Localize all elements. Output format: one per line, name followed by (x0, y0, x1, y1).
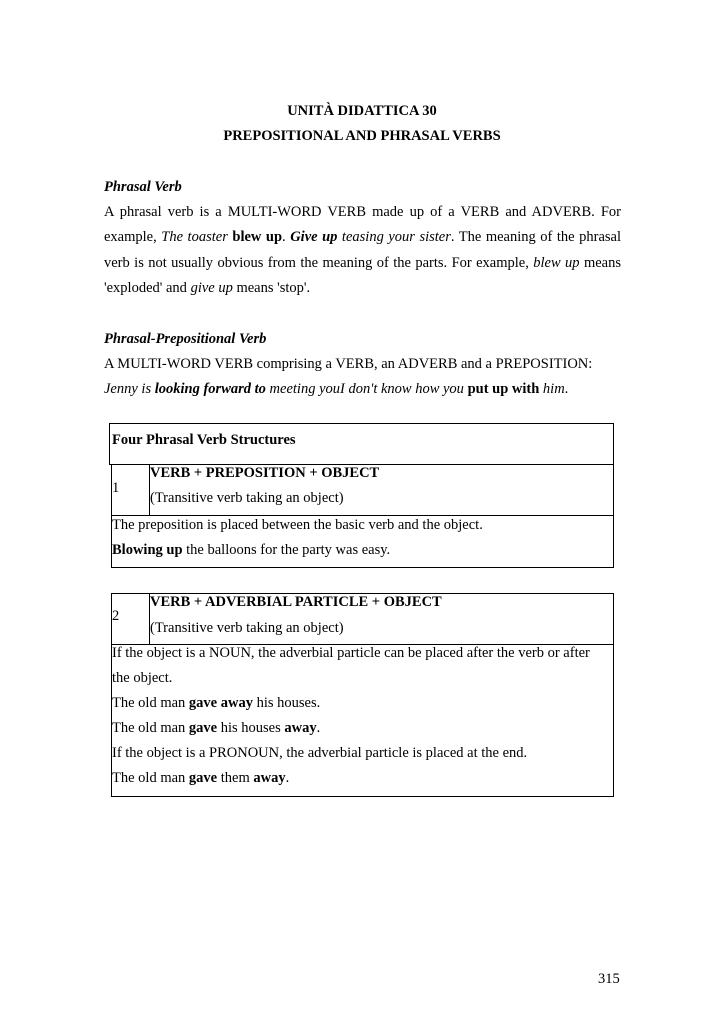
row-divider (111, 515, 614, 516)
explanation-line: If the object is a NOUN, the adverbial particle can be placed after the verb or after (112, 645, 590, 661)
structure-formula: VERB + PREPOSITION + OBJECT (150, 465, 380, 481)
paragraph-line: 'exploded' and give up means 'stop'. (104, 280, 311, 296)
example-line: Jenny is looking forward to meeting youI don't know how you put up with him. (104, 381, 569, 397)
structure-example: Blowing up the balloons for the party was easy. (112, 542, 391, 558)
paragraph-line: A MULTI-WORD VERB comprising a VERB, an ADVERB and a PREPOSITION: (104, 356, 593, 372)
row-number: 2 (112, 608, 120, 624)
paragraph-line: verb is not usually obvious from the meaning of the parts. For example, blew up means (104, 255, 622, 271)
table-header: Four Phrasal Verb Structures (112, 432, 296, 448)
page-number: 315 (598, 971, 620, 987)
structure-explanation-block (112, 645, 613, 795)
section-heading-phrasal-verb: Phrasal Verb (104, 179, 182, 195)
topic-title: PREPOSITIONAL AND PHRASAL VERBS (223, 128, 501, 144)
structure-note: (Transitive verb taking an object) (150, 620, 344, 636)
structure-formula: VERB + ADVERBIAL PARTICLE + OBJECT (150, 594, 442, 610)
row-number: 1 (112, 480, 120, 496)
explanation-line: the object. (112, 670, 173, 686)
example-line: The old man gave his houses away. (112, 720, 321, 736)
explanation-line: If the object is a PRONOUN, the adverbial particle is placed at the end. (112, 745, 528, 761)
paragraph-line: A phrasal verb is a MULTI-WORD VERB made up of a VERB and ADVERB. For (104, 204, 621, 220)
section-heading-phrasal-prepositional-verb: Phrasal-Prepositional Verb (104, 331, 267, 347)
paragraph-line: example, The toaster blew up. Give up teasing your sister. The meaning of the phrasal (104, 229, 622, 245)
structure-explanation: The preposition is placed between the basic verb and the object. (112, 517, 483, 533)
example-line: The old man gave them away. (112, 770, 290, 786)
unit-title: UNITÀ DIDATTICA 30 (287, 103, 437, 119)
structure-note: (Transitive verb taking an object) (150, 490, 344, 506)
example-line: The old man gave away his houses. (112, 695, 321, 711)
